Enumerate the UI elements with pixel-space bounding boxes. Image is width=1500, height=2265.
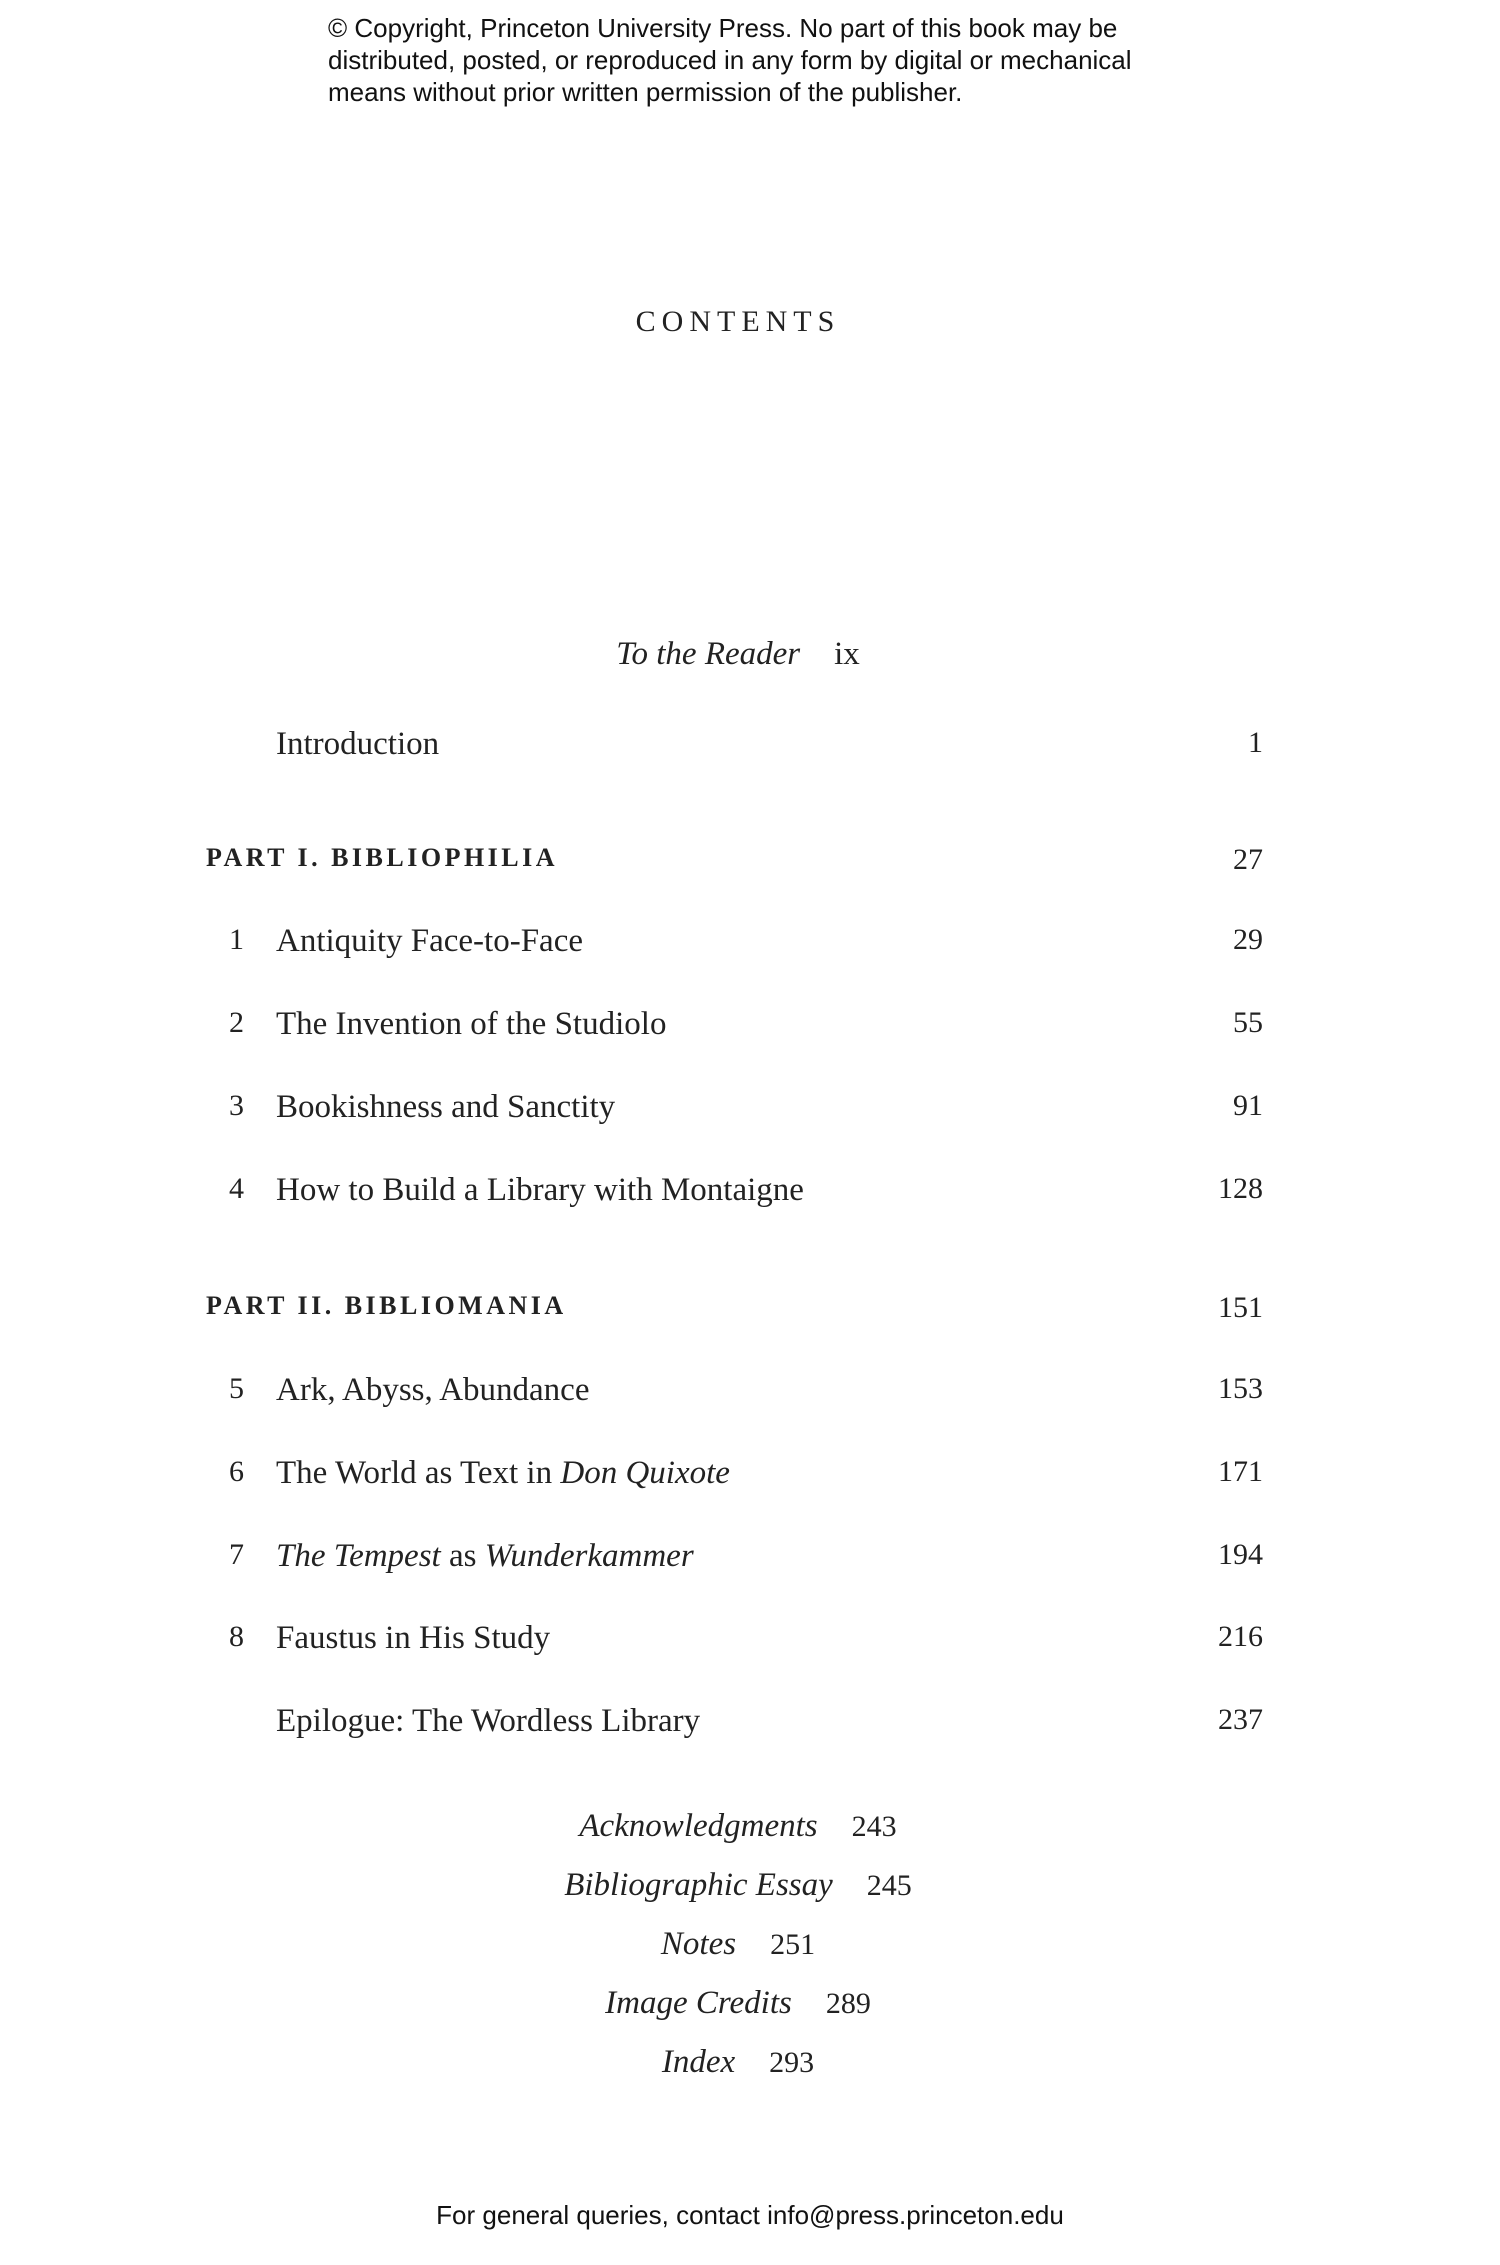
toc-chapter — [0, 1089, 1500, 1139]
toc-entry-epilogue — [0, 1703, 1500, 1753]
chapter-number: 1 — [229, 923, 244, 956]
toc-part-heading — [0, 1291, 1500, 1341]
toc-chapter — [0, 1372, 1500, 1422]
chapter-title: Antiquity Face-to-Face — [276, 923, 583, 959]
toc-entry-title: Image Credits — [605, 1985, 792, 2021]
toc-entry-page: 151 — [1218, 1291, 1263, 1324]
toc-entry-page: 91 — [1233, 1089, 1263, 1122]
toc-front-matter — [0, 636, 1476, 673]
chapter-number: 3 — [229, 1089, 244, 1122]
part-title: PART II. BIBLIOMANIA — [206, 1291, 567, 1320]
toc-chapter — [0, 1538, 1500, 1588]
toc-entry-page: 251 — [770, 1928, 816, 1961]
chapter-number: 6 — [229, 1455, 244, 1488]
toc-entry-page: ix — [834, 636, 860, 672]
chapter-title-text: as — [440, 1538, 485, 1574]
toc-entry-page: 243 — [851, 1810, 897, 1843]
toc-back-matter-entry — [0, 1926, 1476, 1963]
toc-entry-page: 29 — [1233, 923, 1263, 956]
copyright-line: means without prior written permission of the publisher. — [328, 77, 963, 107]
toc-entry-page: 245 — [866, 1869, 912, 1902]
chapter-number: 8 — [229, 1620, 244, 1653]
chapter-title-text: The World as Text in — [276, 1455, 561, 1491]
toc-chapter — [0, 1006, 1500, 1056]
toc-entry-page: 289 — [825, 1987, 871, 2020]
chapter-number: 7 — [229, 1538, 244, 1571]
chapter-title — [276, 1455, 730, 1492]
chapter-title-italic: Wunderkammer — [484, 1538, 694, 1574]
chapter-title-italic: Don Quixote — [560, 1455, 730, 1491]
toc-back-matter-entry — [0, 2044, 1476, 2081]
toc-entry-title: Bibliographic Essay — [564, 1867, 833, 1903]
toc-entry-page: 1 — [1248, 726, 1263, 759]
toc-back-matter-entry — [0, 1808, 1476, 1845]
toc-chapter — [0, 923, 1500, 973]
toc-entry-page: 153 — [1218, 1372, 1263, 1405]
chapter-number: 4 — [229, 1172, 244, 1205]
toc-chapter — [0, 1620, 1500, 1670]
copyright-notice — [328, 12, 1228, 108]
copyright-line: © Copyright, Princeton University Press. No part of this book may be — [328, 13, 1118, 43]
chapter-title-italic: The Tempest — [276, 1538, 441, 1574]
toc-entry-page: 194 — [1218, 1538, 1263, 1571]
toc-part-heading — [0, 843, 1500, 893]
toc-back-matter-entry — [0, 1985, 1476, 2022]
toc-entry-introduction — [0, 726, 1500, 776]
toc-entry-title: Index — [661, 2044, 736, 2080]
part-title: PART I. BIBLIOPHILIA — [206, 843, 559, 872]
toc-entry-page: 216 — [1218, 1620, 1263, 1653]
toc-chapter — [0, 1455, 1500, 1505]
toc-entry-title: Notes — [660, 1926, 737, 1962]
toc-entry-title: To the Reader — [616, 636, 801, 672]
chapter-number: 5 — [229, 1372, 244, 1405]
chapter-title: How to Build a Library with Montaigne — [276, 1172, 804, 1208]
chapter-title: Ark, Abyss, Abundance — [276, 1372, 590, 1408]
toc-chapter — [0, 1172, 1500, 1222]
chapter-title: Bookishness and Sanctity — [276, 1089, 616, 1125]
toc-entry-page: 128 — [1218, 1172, 1263, 1205]
page-title: CONTENTS — [635, 305, 841, 338]
chapter-title: The Invention of the Studiolo — [276, 1006, 667, 1042]
footer-contact: For general queries, contact info@press.princeton.edu — [436, 2200, 1064, 2230]
toc-entry-page: 293 — [769, 2046, 815, 2079]
chapter-title: Faustus in His Study — [276, 1620, 551, 1656]
toc-entry-title: Acknowledgments — [579, 1808, 818, 1844]
toc-entry-page: 171 — [1218, 1455, 1263, 1488]
toc-back-matter-entry — [0, 1867, 1476, 1904]
toc-entry-page: 55 — [1233, 1006, 1263, 1039]
toc-entry-page: 27 — [1233, 843, 1263, 876]
copyright-line: distributed, posted, or reproduced in any form by digital or mechanical — [328, 45, 1132, 75]
chapter-number: 2 — [229, 1006, 244, 1039]
toc-entry-title: Epilogue: The Wordless Library — [276, 1703, 701, 1739]
toc-entry-page: 237 — [1218, 1703, 1263, 1736]
chapter-title — [276, 1538, 694, 1575]
toc-entry-title: Introduction — [276, 726, 440, 762]
